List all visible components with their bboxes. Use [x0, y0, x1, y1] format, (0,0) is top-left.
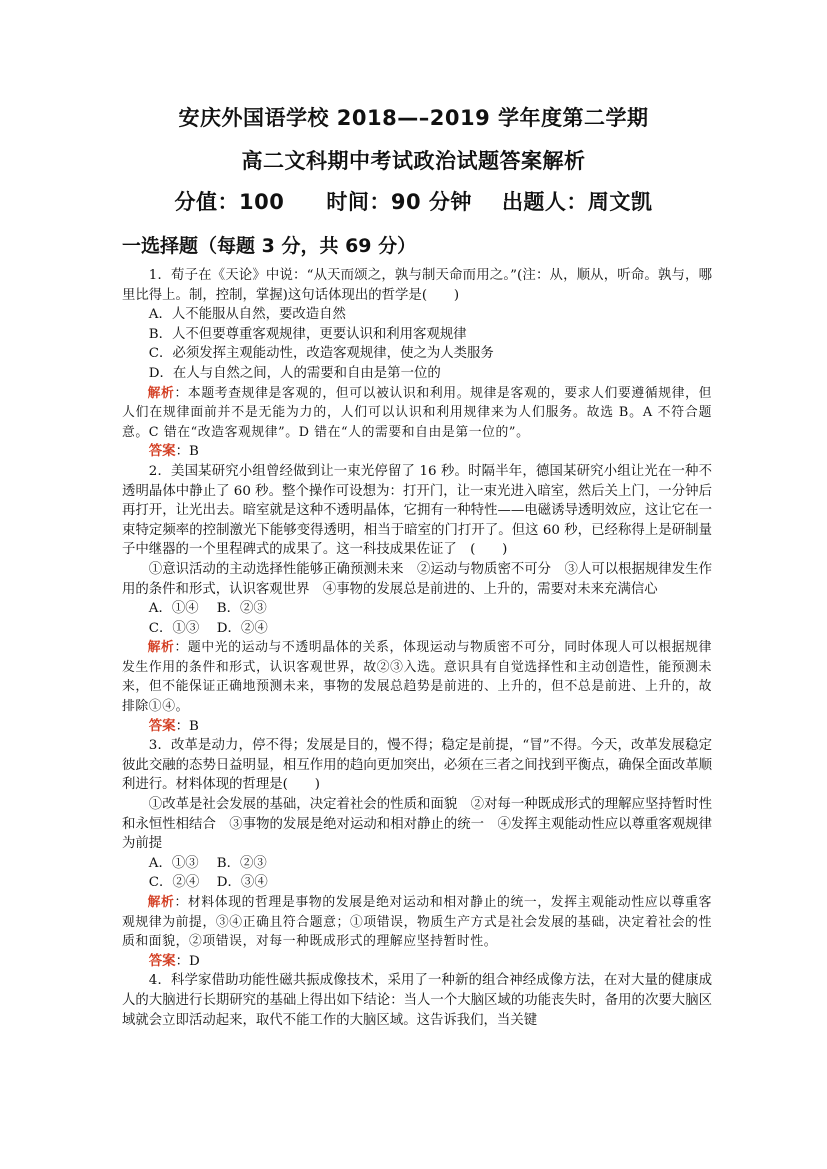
question-stem: 3．改革是动力，停不得；发展是目的，慢不得；稳定是前提，“冒”不得。今天，改革发展稳定彼此交融的态势日益明显，相互作用的趋向更加突出，必须在三者之间找到平衡点，确保全面改革顺利进行。材料体现的哲理是( )	[122, 738, 712, 793]
analysis-label: 解析	[147, 640, 175, 656]
analysis-text: ：题中光的运动与不透明晶体的关系，体现运动与物质密不可分，同时体现人可以根据规律发生作用的条件和形式，认识客观世界，故②③入选。意识具有自觉选择性和主动创造性，能预测未来，但不能保证正确地预测未来，事物的发展总趋势是前进的、上升的，但不总是前进、上升的，故排除①④。	[122, 640, 713, 715]
option-a: A．人不能服从自然，要改造自然	[148, 307, 346, 323]
answer-line	[122, 952, 712, 972]
document-subtitle: 高二文科期中考试政治试题答案解析	[241, 149, 586, 173]
analysis-label: 解析	[147, 895, 175, 910]
question-stem: 4．科学家借助功能性磁共振成像技术，采用了一种新的组合神经成像方法，在对大量的健康成人的大脑进行长期研究的基础上得出如下结论：当人一个大脑区域的功能丧失时，备用的次要大脑区域就会立即活动起来，取代不能工作的大脑区域。这告诉我们，当关键	[122, 973, 712, 1028]
analysis-paragraph	[122, 638, 712, 716]
options-row	[122, 854, 712, 874]
options-row	[122, 599, 712, 619]
section-title: 一选择题（每题 3 分，共 69 分）	[122, 235, 417, 257]
option-c: C．必须发挥主观能动性，改造客观规律，使之为人类服务	[148, 346, 494, 362]
option-b: B．②③	[216, 855, 267, 871]
answer-label: 答案	[148, 952, 176, 969]
author-info: 出题人：周文凯	[501, 190, 653, 214]
answer-line	[122, 717, 712, 737]
answer-line	[122, 442, 712, 462]
score-info: 分值：100	[174, 190, 285, 214]
analysis-text: ：材料体现的哲理是事物的发展是绝对运动和相对静止的统一，发挥主观能动性应以尊重客观规律为前提，③④正确且符合题意；①项错误，物质生产方式是社会发展的基础，决定着社会的性质和面貌，②项错误，对每一种既成形式的理解应坚持暂时性。	[122, 895, 713, 950]
answer-value: ：D	[175, 953, 200, 969]
option-a: A．①③	[148, 855, 199, 871]
question-stem: 1．荀子在《天论》中说：“从天而颂之，孰与制天命而用之。”(注：从，顺从，听命。孰与，哪里比得上。制，控制，掌握)这句话体现出的哲学是( )	[122, 268, 712, 303]
time-info: 时间：90 分钟	[326, 190, 472, 214]
question-items: ①改革是社会发展的基础，决定着社会的性质和面貌 ②对每一种既成形式的理解应坚持暂时性和永恒性相结合 ③事物的发展是绝对运动和相对静止的统一 ④发挥主观能动性应以尊重客观规律为前提	[122, 797, 712, 852]
options-row	[122, 873, 712, 893]
exam-info	[0, 186, 827, 216]
document-title: 安庆外国语学校 2018—–2019 学年度第二学期	[178, 106, 649, 130]
question-list	[122, 266, 712, 1030]
answer-value: ：B	[175, 444, 199, 460]
answer-label: 答案	[148, 443, 176, 460]
option-d: D．在人与自然之间，人的需要和自由是第一位的	[148, 365, 441, 381]
analysis-paragraph	[122, 893, 712, 952]
analysis-text: ：本题考查规律是客观的，但可以被认识和利用。规律是客观的，要求人们要遵循规律，但人们在规律面前并不是无能为力的，人们可以认识和利用规律来为人们服务。故选 B。A 不符合题意。C 错在“改造客观规律”。D 错在“人的需要和自由是第一位的”。	[122, 385, 713, 440]
option-c: C．①③	[148, 620, 200, 636]
analysis-paragraph	[122, 384, 712, 443]
analysis-label: 解析	[147, 385, 175, 401]
option-b: B．人不但要尊重客观规律，更要认识和利用客观规律	[148, 326, 467, 342]
question-items: ①意识活动的主动选择性能够正确预测未来 ②运动与物质密不可分 ③人可以根据规律发生作用的条件和形式，认识客观世界 ④事物的发展总是前进的、上升的，需要对未来充满信心	[122, 561, 712, 597]
options-row	[122, 619, 712, 639]
option-a: A．①④	[148, 601, 199, 617]
option-b: B．②③	[216, 601, 267, 617]
option-d: D．③④	[216, 875, 268, 891]
option-d: D．②④	[216, 620, 268, 636]
answer-label: 答案	[148, 717, 176, 734]
question-stem: 2．美国某研究小组曾经做到让一束光停留了 16 秒。时隔半年，德国某研究小组让光在一种不透明晶体中静止了 60 秒。整个操作可设想为：打开门，让一束光进入暗室，然后关上门，一分钟后再打开，让光出去。暗室就是这种不透明晶体，它拥有一种特性——电磁诱导透明效应，这让它在一束特定频率的控制激光下能够变得透明，相当于暗室的门打开了。但这 60 秒，已经称得上是研制量子中继器的一个里程碑式的成果了。这一科技成果佐证了 ( )	[122, 463, 712, 558]
option-c: C．②④	[148, 875, 200, 891]
answer-value: ：B	[175, 718, 199, 734]
